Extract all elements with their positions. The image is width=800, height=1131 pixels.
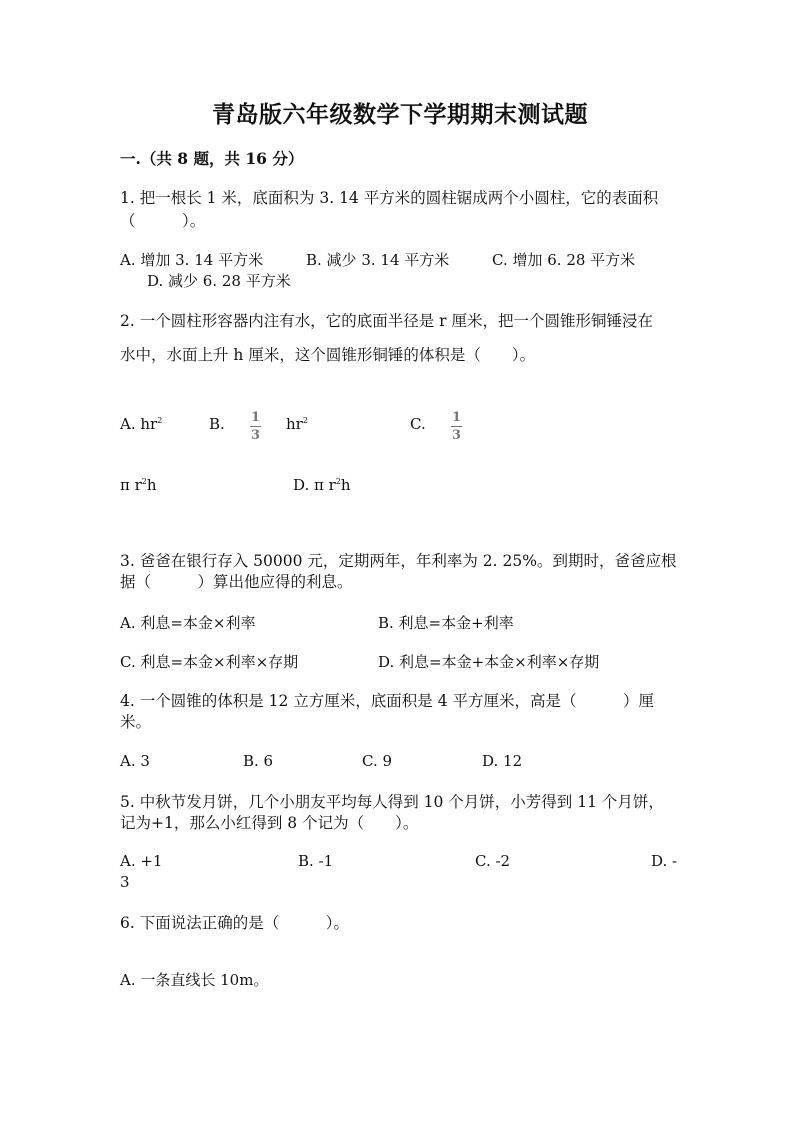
- question-4-option-b: B. 6: [243, 752, 274, 770]
- question-5-option-c: C. -2: [475, 852, 511, 870]
- question-3-option-b: B. 利息=本金+利率: [378, 614, 514, 632]
- option-a-text: A. hr: [120, 415, 158, 433]
- option-d-text: D. π r: [293, 476, 336, 494]
- question-5-option-a: A. +1: [120, 852, 163, 870]
- question-1-option-a: A. 增加 3. 14 平方米: [120, 251, 264, 269]
- fraction-denominator: 3: [250, 428, 261, 443]
- fraction-numerator: 1: [250, 410, 261, 425]
- question-2-option-c-term: [120, 476, 157, 494]
- question-1-text-cont: （ ）。: [120, 212, 206, 230]
- question-1-option-b: B. 减少 3. 14 平方米: [306, 251, 450, 269]
- question-2-option-d: [293, 476, 351, 494]
- question-5-option-b: B. -1: [298, 852, 334, 870]
- question-1-text: 1. 把一根长 1 米，底面积为 3. 14 平方米的圆柱锯成两个小圆柱，它的表面积: [120, 189, 659, 207]
- option-b-exponent: 2: [302, 416, 308, 425]
- fraction-numerator: 1: [451, 410, 462, 425]
- question-4-option-a: A. 3: [120, 752, 150, 770]
- question-5-option-d: D. -: [651, 852, 678, 870]
- option-d-exponent: 2: [335, 477, 341, 486]
- section-heading: 一.（共 8 题，共 16 分）: [120, 149, 304, 168]
- question-4-option-c: C. 9: [362, 752, 393, 770]
- question-2-option-b-label: B.: [209, 415, 225, 433]
- question-1-option-c: C. 增加 6. 28 平方米: [492, 251, 636, 269]
- question-1-option-d: D. 减少 6. 28 平方米: [147, 272, 291, 290]
- option-d-text-tail: h: [340, 476, 351, 494]
- question-3-text: 3. 爸爸在银行存入 50000 元，定期两年，年利率为 2. 25%。到期时，爸爸应根: [120, 552, 677, 570]
- question-4-text: 4. 一个圆锥的体积是 12 立方厘米，底面积是 4 平方厘米，高是（ ）厘: [120, 692, 655, 710]
- question-2-option-c-label: C.: [410, 415, 426, 433]
- option-b-text: hr: [286, 415, 303, 433]
- question-5-text-cont: 记为+1，那么小红得到 8 个记为（ ）。: [120, 814, 419, 832]
- question-5-text: 5. 中秋节发月饼，几个小朋友平均每人得到 10 个月饼，小芳得到 11 个月饼，: [120, 793, 664, 811]
- question-4-option-d: D. 12: [482, 752, 523, 770]
- fraction-bar: [250, 426, 261, 427]
- question-2-option-b-term: [286, 415, 308, 433]
- question-3-option-a: A. 利息=本金×利率: [120, 614, 256, 632]
- question-6-option-a: A. 一条直线长 10m。: [120, 971, 269, 989]
- question-2-text: 2. 一个圆柱形容器内注有水，它的底面半径是 r 厘米，把一个圆锥形铜锤浸在: [120, 312, 653, 330]
- question-2-option-a: [120, 415, 162, 433]
- fraction-denominator: 3: [451, 428, 462, 443]
- option-c-text: π r: [120, 476, 142, 494]
- question-2-option-b-fraction: [250, 410, 261, 443]
- question-4-text-cont: 米。: [120, 713, 152, 731]
- option-c-exponent: 2: [141, 477, 147, 486]
- question-5-option-d-wrap: 3: [120, 873, 130, 891]
- question-2-text-cont: 水中，水面上升 h 厘米，这个圆锥形铜锤的体积是（ ）。: [120, 346, 536, 364]
- question-2-option-c-fraction: [451, 410, 462, 443]
- fraction-bar: [451, 426, 462, 427]
- question-3-option-c: C. 利息=本金×利率×存期: [120, 653, 299, 671]
- option-c-text-tail: h: [146, 476, 157, 494]
- page-title: 青岛版六年级数学下学期期末测试题: [212, 101, 588, 128]
- question-3-text-cont: 据（ ）算出他应得的利息。: [120, 573, 353, 591]
- question-6-text: 6. 下面说法正确的是（ ）。: [120, 914, 349, 932]
- option-a-exponent: 2: [157, 416, 163, 425]
- question-3-option-d: D. 利息=本金+本金×利率×存期: [378, 653, 600, 671]
